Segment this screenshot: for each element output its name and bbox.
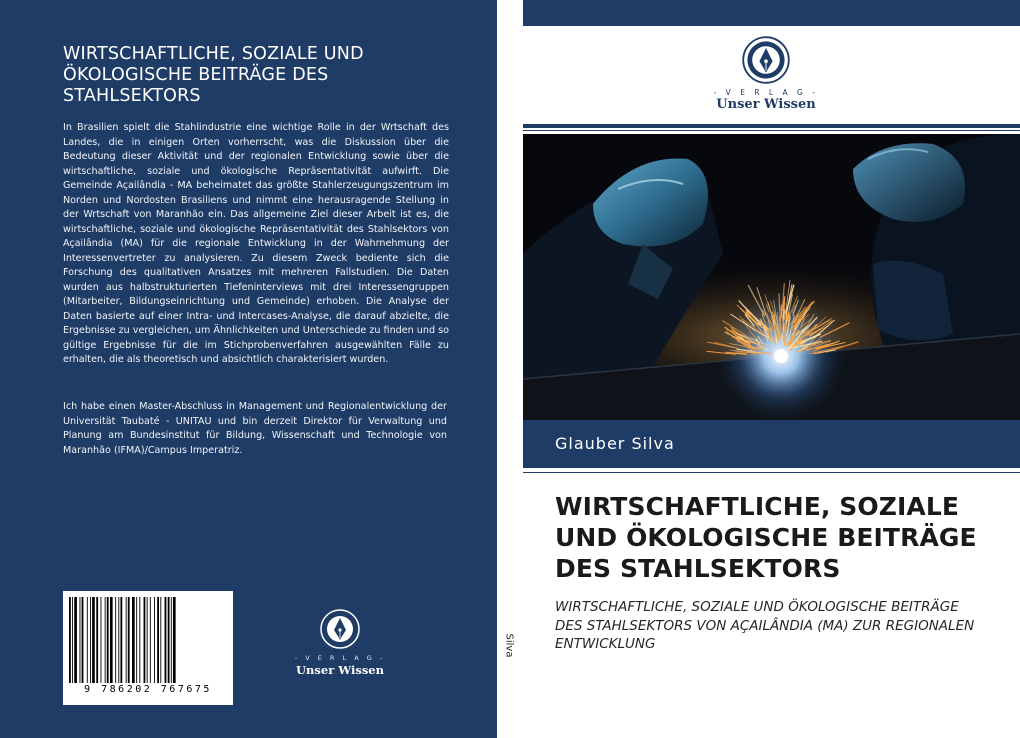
barcode-bars [67, 597, 229, 683]
isbn-digits: 9 786202 767675 [84, 684, 212, 695]
welding-scene-image [523, 134, 1020, 420]
spark [780, 308, 781, 321]
author-bio: Ich habe einen Master-Abschluss in Management und Regionalentwicklung der Universität Taubaté - UNITAU und bin derzeit Direktor für Verwaltung und Planung am Bundesinstitut für Bildung, Wissenschaft und Technologie von Maranhão (IFMA)/Campus Imperatriz. [63, 401, 447, 456]
author-band [523, 420, 1020, 468]
publisher-name: Unser Wissen [716, 97, 816, 112]
publisher-verlag-label: - V E R L A G - [713, 88, 819, 97]
spine-author: Silva [503, 633, 515, 658]
front-author-name: Glauber Silva [555, 434, 675, 453]
isbn-barcode [63, 591, 233, 705]
front-top-bar [523, 0, 1020, 26]
front-cover-subtitle: WIRTSCHAFTLICHE, SOZIALE UND ÖKOLOGISCHE BEITRÄGE DES STAHLSEKTORS VON AÇAILÂNDIA (MA) ZUR REGIONALEN ENTWICKLUNG [555, 599, 975, 652]
front-cover-title: WIRTSCHAFTLICHE, SOZIALE UND ÖKOLOGISCHE BEITRÄGE DES STAHLSEKTORS [555, 492, 977, 583]
divider-below-author [523, 472, 1020, 473]
pen-nib-seal-icon [742, 36, 790, 84]
spine [497, 0, 523, 738]
spark [779, 293, 780, 310]
divider-thin [523, 130, 1020, 131]
back-cover-title: WIRTSCHAFTLICHE, SOZIALE UND ÖKOLOGISCHE BEITRÄGE DES STAHLSEKTORS [63, 44, 364, 106]
pen-nib-seal-icon [320, 609, 360, 649]
publisher-name: Unser Wissen [296, 663, 384, 677]
publisher-logo-back [290, 609, 390, 677]
spark [784, 310, 785, 320]
back-cover-blurb: In Brasilien spielt die Stahlindustrie eine wichtige Rolle in der Wrtschaft des Landes, die in einigen Orten vorherrscht, was die Diskussion über die Bedeutung dieser Aktivität und der regionalen Entwicklung sowie über die wirtschaftliche, soziale und ökologische Repräsentativität aufwirft. Die Gemeinde Açailândia - MA beheimatet das größte Stahlerzeugungszentrum im Norden und Nordosten Brasiliens und nimmt eine herausragende Stellung in der Wrtschaft von Maranhão ein. Das allgemeine Ziel dieser Arbeit ist es, die wirtschaftliche, soziale und ökologische Repräsentativität des Stahlsektors von Açailândia (MA) für die regionale Entwicklung in der Wahrnehmung der Interessenvertreter zu analysieren. Zu diesem Zweck bediente sich die Forschung des qualitativen Ansatzes mit mehreren Fallstudien. Die Daten wurden aus halbstrukturierten Tiefeninterviews mit drei Interessengruppen (Mitarbeiter, Bildungseinrichtung und Gemeinde) erhoben. Die Analyse der Daten basierte auf einer Intra- und Intercases-Analyse, die darauf abzielte, die Ergebnisse zu vergleichen, um Ähnlichkeiten und Unterschiede zu finden und so gültige Ergebnisse für die im Stichprobenverfahren ausgewählten Fälle zu erhalten, die als theoretisch und absichtlich charakterisiert wurden. [63, 122, 449, 365]
back-cover [0, 0, 497, 738]
publisher-logo-front [700, 36, 832, 112]
divider-thick [523, 124, 1020, 128]
welding-photo [523, 134, 1020, 420]
publisher-verlag-label: - V E R L A G - [294, 654, 386, 662]
